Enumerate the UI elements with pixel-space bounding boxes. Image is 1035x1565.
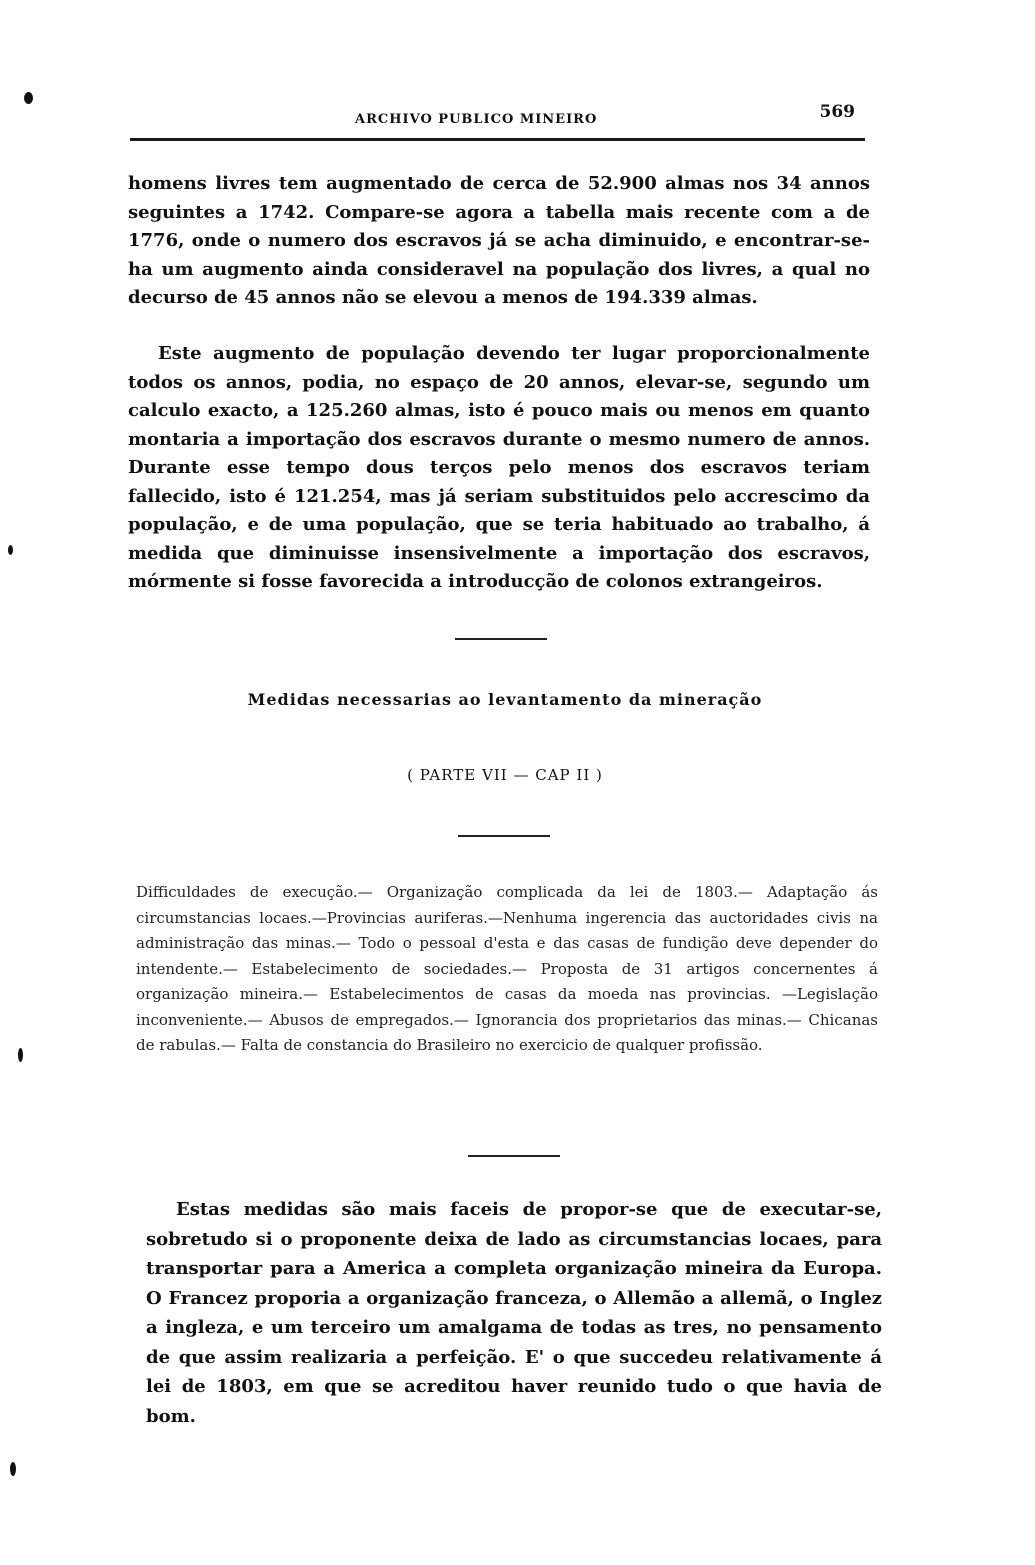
separator-rule (455, 638, 547, 640)
section-title: Medidas necessarias ao levantamento da mineração (247, 690, 763, 709)
page-number: 569 (819, 102, 855, 122)
paragraph-1: homens livres tem augmentado de cerca de 52.900 almas nos 34 annos seguintes a 1742. Compare-se agora a tabella mais recente com a de 1776, onde o numero dos escravos já se acha diminuido, e encontrar-se-ha um augmento ainda consideravel na população dos livres, a qual no decurso de 45 annos não se elevou a menos de 194.339 almas. (128, 173, 870, 308)
paragraph-2: Este augmento de população devendo ter lugar proporcionalmente todos os annos, podia, no espaço de 20 annos, elevar-se, segundo um calculo exacto, a 125.260 almas, isto é pouco mais ou menos em quanto montaria a importação dos escravos durante o mesmo numero de annos. Durante esse tempo dous terços pelo menos dos escravos teriam fallecido, isto é 121.254, mas já seriam substituidos pelo accrescimo da população, e de uma população, que se teria habituado ao trabalho, á medida que diminuisse insensivelmente a importação dos escravos, mórmente si fosse favorecida a introducção de colonos extrangeiros. (128, 343, 870, 592)
separator-rule (458, 835, 550, 837)
separator-rule (468, 1155, 560, 1157)
binding-hole-mark (8, 545, 13, 555)
running-title: ARCHIVO PUBLICO MINEIRO (355, 112, 598, 127)
binding-hole-mark (24, 92, 33, 104)
header-rule (130, 138, 865, 141)
binding-hole-mark (18, 1048, 23, 1062)
section-subtitle: ( PARTE VII — CAP II ) (407, 766, 603, 784)
chapter-summary: Difficuldades de execução.— Organização complicada da lei de 1803.— Adaptação ás circumstancias locaes.—Provincias auriferas.—Nenhuma ingerencia das auctoridades civis na administração das minas.— Todo o pessoal d'esta e das casas de fundição deve depender do intendente.— Estabelecimento de sociedades.— Proposta de 31 artigos concernentes á organização mineira.— Estabelecimentos de casas da moeda nas provincias. —Legislação inconveniente.— Abusos de empregados.— Ignorancia dos proprietarios das minas.— Chicanas de rabulas.— Falta de constancia do Brasileiro no exercicio de qualquer profissão. (136, 883, 878, 1054)
page-header (130, 100, 865, 140)
paragraph-3: Estas medidas são mais faceis de propor-se que de executar-se, sobretudo si o proponente deixa de lado as circumstancias locaes, para transportar para a America a completa organização mineira da Europa. O Francez proporia a organização franceza, o Allemão a allemã, o Inglez a ingleza, e um terceiro um amalgama de todas as tres, no pensamento de que assim realizaria a perfeição. E' o que succedeu relativamente á lei de 1803, em que se acreditou haver reunido tudo o que havia de bom. (146, 1199, 882, 1427)
binding-hole-mark (10, 1462, 16, 1476)
